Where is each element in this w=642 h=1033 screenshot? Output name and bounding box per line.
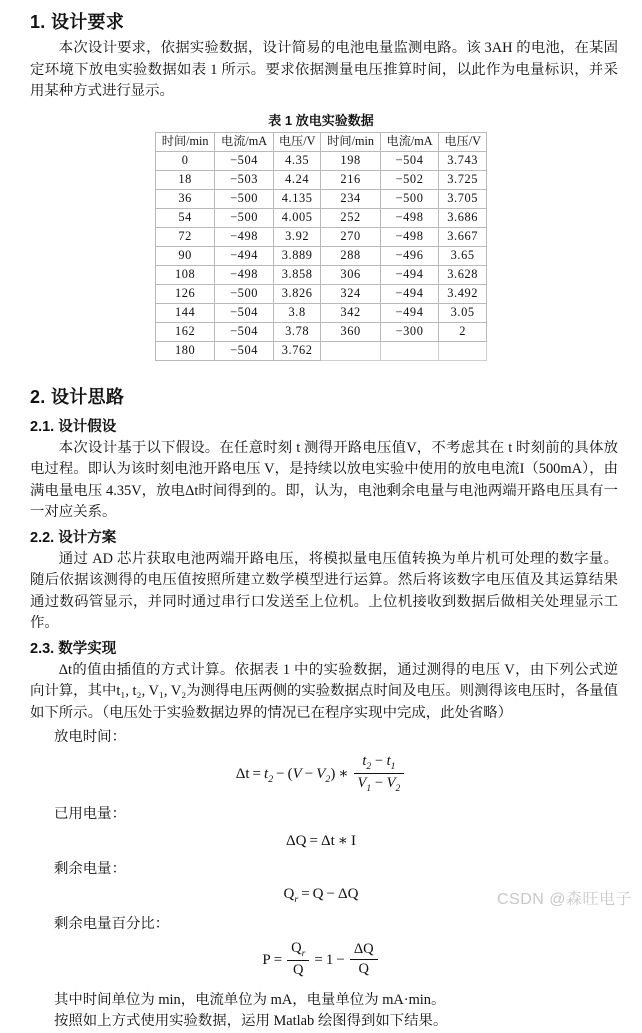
table-cell: 3.65 xyxy=(439,246,487,265)
table-cell: 234 xyxy=(321,189,380,208)
table-cell: 3.705 xyxy=(439,189,487,208)
table-cell: −498 xyxy=(215,227,274,246)
table-cell: −504 xyxy=(215,322,274,341)
section-2-title: 设计思路 xyxy=(50,386,125,407)
table-cell: 3.78 xyxy=(273,322,321,341)
discharge-data-table xyxy=(155,132,487,361)
table-header-cell: 电压/V xyxy=(439,132,487,151)
section-heading-2 xyxy=(0,375,642,413)
table-cell: 144 xyxy=(156,303,215,322)
subsection-2-2-body: 通过 AD 芯片获取电池两端开路电压，将模拟量电压值转换为单片机可处理的数字量。随后依据该测得的电压值按照所建立数学模型进行运算。然后将该数字电压值及其运算结果通过数码管显示，并同时通过串行口发送至上位机。上位机接收到数据后做相关处理显示工作。 xyxy=(30,550,618,631)
table-header-cell: 时间/min xyxy=(321,132,380,151)
formula-remaining-percentage: P = $\frac{Q_r}{Q}$ = 1 − $\frac{\Delta Q}{Q}$ xyxy=(0,934,642,986)
subsection-2-1-body: 本次设计基于以下假设。在任意时刻 t 测得开路电压值V，不考虑其在 t 时刻前的具体放电过程。即认为该时刻电池开路电压 V，是持续以放电实验中使用的放电电流I（500mA），由满电量电压 4.35V，放电Δt时间得到的。即，认为，电池剩余电量与电池两端开路电压具有一一对应关系。 xyxy=(30,439,618,520)
table-cell: 3.92 xyxy=(273,227,321,246)
table-cell: 3.762 xyxy=(273,341,321,360)
formula-label-used-capacity: 已用电量： xyxy=(54,805,126,822)
table-row xyxy=(156,227,487,246)
table-head xyxy=(156,132,487,151)
table-cell: −498 xyxy=(380,227,439,246)
table-cell: 3.667 xyxy=(439,227,487,246)
table-cell xyxy=(439,341,487,360)
section-1-title: 设计要求 xyxy=(50,12,125,32)
table-cell: −502 xyxy=(380,170,439,189)
table-cell: 3.492 xyxy=(439,284,487,303)
table-cell: 2 xyxy=(439,322,487,341)
table-row xyxy=(156,208,487,227)
table-row xyxy=(156,265,487,284)
table-cell: 342 xyxy=(321,303,380,322)
table-cell: −498 xyxy=(215,265,274,284)
subsection-2-2-number: 2.2. xyxy=(30,529,55,546)
section-1-body: 本次设计要求，依据实验数据，设计简易的电池电量监测电路。该 3AH 的电池，在某固定环境下放电实验数据如表 1 所示。要求依据测量电压推算时间，以此作为电量标识，并采用某种方式进行显示。 xyxy=(30,40,618,99)
table-cell: −504 xyxy=(215,151,274,170)
table-row xyxy=(156,284,487,303)
table-cell: −494 xyxy=(215,246,274,265)
formula-label-remaining-capacity: 剩余电量： xyxy=(54,860,126,877)
table-cell: −494 xyxy=(380,303,439,322)
table-cell: 4.005 xyxy=(273,208,321,227)
subsection-heading-2-1 xyxy=(0,413,642,438)
formula-used-capacity: ΔQ = Δt ∗ I xyxy=(286,832,356,849)
table-cell: 3.889 xyxy=(273,246,321,265)
table-cell: 90 xyxy=(156,246,215,265)
table-cell: 3.858 xyxy=(273,265,321,284)
table-cell: 252 xyxy=(321,208,380,227)
section-2-number: 2. xyxy=(30,386,46,407)
table-cell: 36 xyxy=(156,189,215,208)
section-1-number: 1. xyxy=(30,12,46,32)
table-header-cell: 电流/mA xyxy=(215,132,274,151)
table-cell: 4.35 xyxy=(273,151,321,170)
table-row xyxy=(156,189,487,208)
table-cell: −503 xyxy=(215,170,274,189)
table-row xyxy=(156,151,487,170)
table-cell: 3.8 xyxy=(273,303,321,322)
section-heading-1 xyxy=(0,0,642,38)
table-cell: −496 xyxy=(380,246,439,265)
formula-label-remaining-percentage: 剩余电量百分比： xyxy=(54,915,170,932)
table-cell: −500 xyxy=(380,189,439,208)
subsection-heading-2-3 xyxy=(0,635,642,660)
table-header-row xyxy=(156,132,487,151)
table-cell: −500 xyxy=(215,284,274,303)
table-cell: −494 xyxy=(380,265,439,284)
table-row xyxy=(156,303,487,322)
table-header-cell: 电压/V xyxy=(273,132,321,151)
table-cell: −504 xyxy=(215,341,274,360)
table-cell: −300 xyxy=(380,322,439,341)
table-cell: 3.826 xyxy=(273,284,321,303)
formula-discharge-time: $\Delta t = t_2 - (V - V_2)$ ∗ $\frac{t_2 - t_1}{V_1 - V_2}$ xyxy=(0,747,642,801)
units-note: 其中时间单位为 min，电流单位为 mA，电量单位为 mA·min。 xyxy=(54,991,446,1008)
table-cell: 3.628 xyxy=(439,265,487,284)
subsection-heading-2-2 xyxy=(0,524,642,549)
table-row xyxy=(156,322,487,341)
table-cell: 72 xyxy=(156,227,215,246)
table-cell: −500 xyxy=(215,189,274,208)
table-cell: −498 xyxy=(380,208,439,227)
table-cell: 216 xyxy=(321,170,380,189)
table-cell: 3.686 xyxy=(439,208,487,227)
formula-remaining-capacity: $Q_r = Q - \Delta Q$ xyxy=(283,885,359,905)
table-row xyxy=(156,341,487,360)
spacer xyxy=(0,361,642,375)
table-cell: 4.135 xyxy=(273,189,321,208)
table-header-cell: 时间/min xyxy=(156,132,215,151)
subsection-2-3-title: 数学实现 xyxy=(58,640,117,657)
table-cell: 54 xyxy=(156,208,215,227)
table-cell: 306 xyxy=(321,265,380,284)
table-cell: 3.725 xyxy=(439,170,487,189)
table-cell: 288 xyxy=(321,246,380,265)
table-cell xyxy=(321,341,380,360)
formula-label-discharge-time: 放电时间： xyxy=(54,729,126,745)
table-header-cell: 电流/mA xyxy=(380,132,439,151)
table-caption: 表 1 放电实验数据 xyxy=(268,112,374,128)
table-cell: 108 xyxy=(156,265,215,284)
table-cell: 3.05 xyxy=(439,303,487,322)
table-cell: 18 xyxy=(156,170,215,189)
table-cell: 0 xyxy=(156,151,215,170)
subsection-2-3-number: 2.3. xyxy=(30,640,55,657)
table-body xyxy=(156,151,487,360)
subsection-2-1-number: 2.1. xyxy=(30,418,55,435)
table-row xyxy=(156,246,487,265)
table-cell: 360 xyxy=(321,322,380,341)
table-cell: 198 xyxy=(321,151,380,170)
table-cell: −504 xyxy=(380,151,439,170)
table-cell: 3.743 xyxy=(439,151,487,170)
subsection-2-2-title: 设计方案 xyxy=(58,529,117,546)
table-cell: 270 xyxy=(321,227,380,246)
table-cell: −500 xyxy=(215,208,274,227)
table-row xyxy=(156,170,487,189)
table-cell: 162 xyxy=(156,322,215,341)
table-cell: 324 xyxy=(321,284,380,303)
table-cell xyxy=(380,341,439,360)
subsection-2-3-body: Δt的值由插值的方式计算。依据表 1 中的实验数据，通过测得的电压 V，由下列公式逆向计算，其中t₁, t₂, V₁, V₂为测得电压两侧的实验数据点时间及电压。则测得该电压时，各量值如下所示。（电压处于实验数据边界的情况已在程序实现中完成，此处省略） xyxy=(30,661,618,721)
table-cell: −494 xyxy=(380,284,439,303)
subsection-2-1-title: 设计假设 xyxy=(58,418,117,435)
table-container xyxy=(0,132,642,361)
table-cell: 126 xyxy=(156,284,215,303)
matlab-note: 按照如上方式使用实验数据，运用 Matlab 绘图得到如下结果。 xyxy=(54,1013,448,1030)
table-cell: 4.24 xyxy=(273,170,321,189)
csdn-watermark: CSDN @森旺电子 xyxy=(496,891,632,908)
table-cell: 180 xyxy=(156,341,215,360)
table-cell: −504 xyxy=(215,303,274,322)
